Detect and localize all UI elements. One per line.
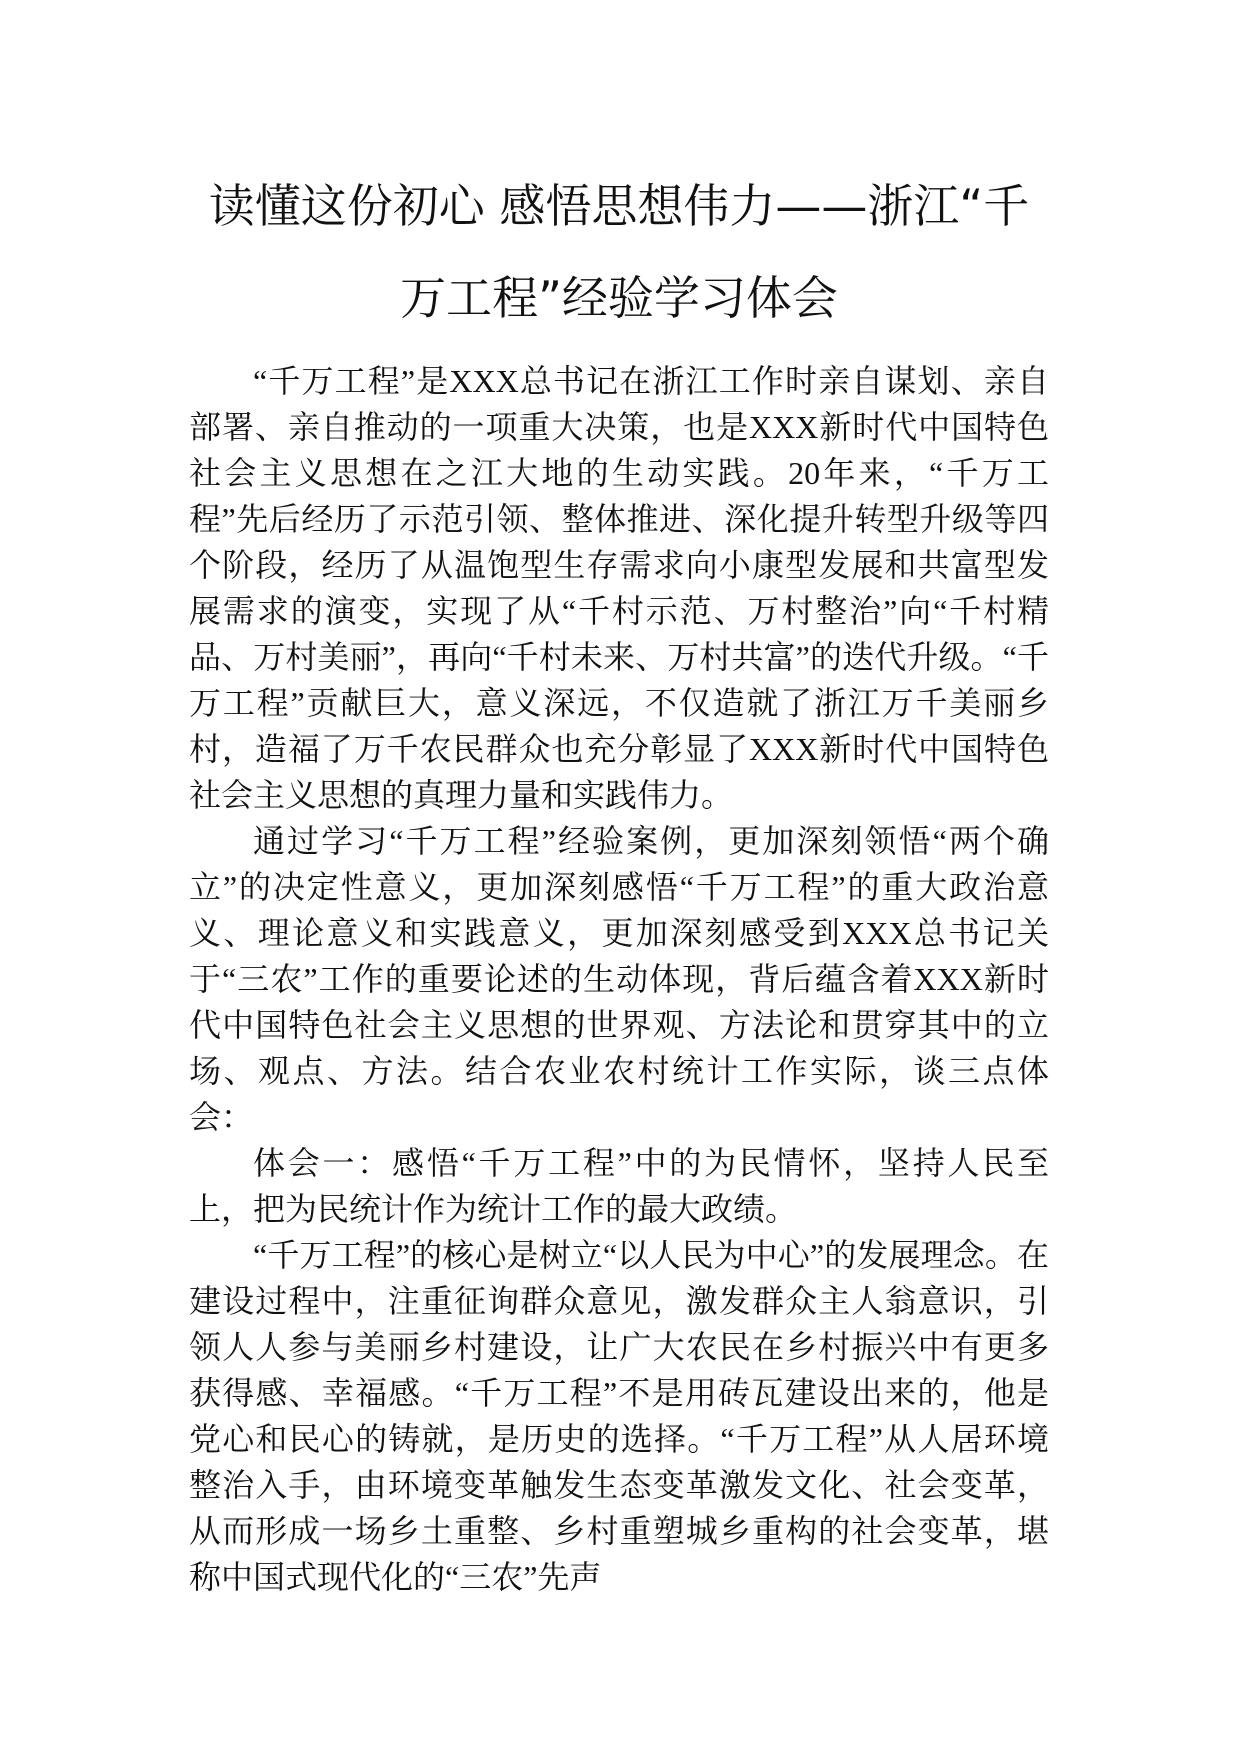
paragraph-intro: “千万工程”是XXX总书记在浙江工作时亲自谋划、亲自部署、亲自推动的一项重大决策，也是XXX新时代中国特色社会主义思想在之江大地的生动实践。20年来，“千万工程”先后经历了示范引领、整体推进、深化提升转型升级等四个阶段，经历了从温饱型生存需求向小康型发展和共富型发展需求的演变，实现了从“千村示范、万村整治”向“千村精品、万村美丽”，再向“千村未来、万村共富”的迭代升级。“千万工程”贡献巨大，意义深远，不仅造就了浙江万千美丽乡村，造福了万千农民群众也充分彰显了XXX新时代中国特色社会主义思想的真理力量和实践伟力。 (189, 363, 1049, 813)
paragraph-insight-one: 体会一：感悟“千万工程”中的为民情怀，坚持人民至上，把为民统计作为统计工作的最大政绩。 (189, 1145, 1049, 1227)
document-content (189, 160, 1049, 1600)
paragraph-core-concept: “千万工程”的核心是树立“以人民为中心”的发展理念。在建设过程中，注重征询群众意见，激发群众主人翁意识，引领人人参与美丽乡村建设，让广大农民在乡村振兴中有更多获得感、幸福感。“千万工程”不是用砖瓦建设出来的，他是党心和民心的铸就，是历史的选择。“千万工程”从人居环境整治入手，由环境变革触发生态变革激发文化、社会变革，从而形成一场乡土重整、乡村重塑城乡重构的社会变革，堪称中国式现代化的“三农”先声 (189, 1237, 1049, 1595)
document-title: 读懂这份初心 感悟思想伟力——浙江“千万工程”经验学习体会 (208, 179, 1030, 325)
paragraph-study: 通过学习“千万工程”经验案例，更加深刻领悟“两个确立”的决定性意义，更加深刻感悟“千万工程”的重大政治意义、理论意义和实践意义，更加深刻感受到XXX总书记关于“三农”工作的重要论述的生动体现，背后蕴含着XXX新时代中国特色社会主义思想的世界观、方法论和贯穿其中的立场、观点、方法。结合农业农村统计工作实际，谈三点体会： (189, 823, 1049, 1135)
document-body (189, 358, 1049, 1600)
